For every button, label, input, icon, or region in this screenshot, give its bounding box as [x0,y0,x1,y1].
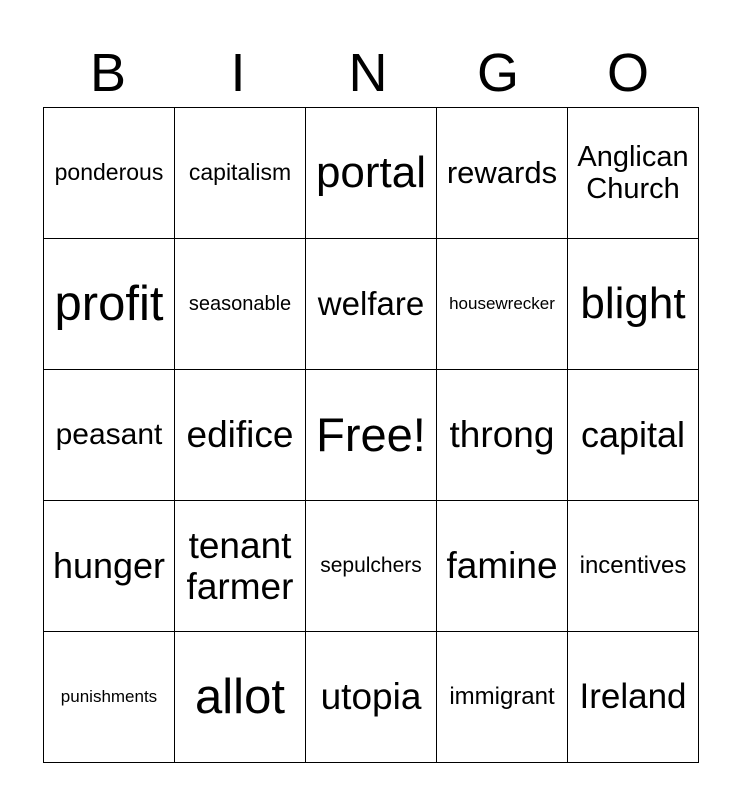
grid-cell: profit [44,239,175,370]
grid-cell: peasant [44,370,175,501]
grid-cell: edifice [175,370,306,501]
grid-row [44,370,699,501]
header-letter-o: O [606,43,649,103]
grid-row [44,108,699,239]
grid-cell: sepulchers [306,501,437,632]
grid-cell: portal [306,108,437,239]
grid-cell: immigrant [437,632,568,763]
grid-cell: punishments [44,632,175,763]
header-letter-i: I [230,43,246,103]
grid-cell: throng [437,370,568,501]
grid-cell: rewards [437,108,568,239]
grid-cell: incentives [568,501,699,632]
grid-cell: welfare [306,239,437,370]
grid-cell: capital [568,370,699,501]
header-letter-b: B [89,43,127,103]
grid-cell: tenant farmer [175,501,306,632]
grid-cell: seasonable [175,239,306,370]
grid-cell free-space: Free! [306,370,437,501]
grid-row [44,501,699,632]
grid-cell: ponderous [44,108,175,239]
grid-cell: famine [437,501,568,632]
grid-row [44,632,699,763]
bingo-header [43,40,693,106]
grid-cell: utopia [306,632,437,763]
grid-cell: Anglican Church [568,108,699,239]
grid-cell: Ireland [568,632,699,763]
bingo-card-grid [43,107,699,763]
grid-cell: hunger [44,501,175,632]
grid-cell: allot [175,632,306,763]
grid-cell: housewrecker [437,239,568,370]
grid-cell: capitalism [175,108,306,239]
header-letter-g: G [476,43,519,103]
grid-cell: blight [568,239,699,370]
header-letter-n: N [348,43,388,103]
grid-row [44,239,699,370]
